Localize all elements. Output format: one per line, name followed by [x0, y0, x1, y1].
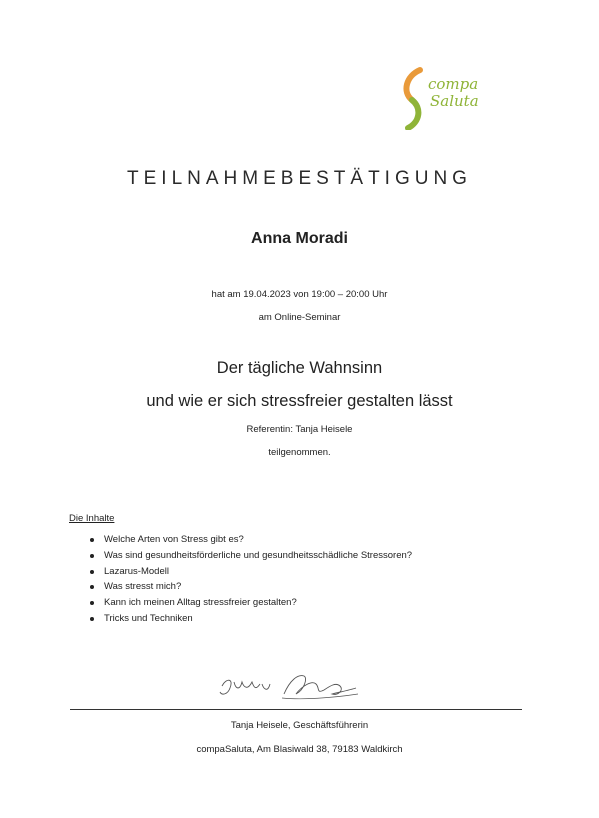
signatory: Tanja Heisele, Geschäftsführerin — [230, 720, 369, 731]
signature-line — [70, 709, 522, 710]
seminar-title-line1: Der tägliche Wahnsinn — [216, 359, 383, 377]
company-logo — [398, 66, 518, 130]
list-item: Welche Arten von Stress gibt es? — [88, 532, 412, 548]
format-line: am Online-Seminar — [258, 312, 341, 323]
participant-name: Anna Moradi — [251, 230, 348, 247]
list-item: Was sind gesundheitsförderliche und gesundheitsschädliche Stressoren? — [88, 548, 412, 564]
company-address: compaSaluta, Am Blasiwald 38, 79183 Waldkirch — [196, 744, 403, 755]
logo-line1: compa — [428, 75, 479, 93]
logo-line2: Saluta — [430, 92, 479, 110]
contents-list — [88, 532, 412, 627]
speaker-line: Referentin: Tanja Heisele — [246, 424, 353, 435]
contents-heading: Die Inhalte — [69, 513, 115, 524]
list-item: Lazarus-Modell — [88, 564, 412, 580]
certificate-title: TEILNAHMEBESTÄTIGUNG — [127, 168, 472, 189]
list-item: Was stresst mich? — [88, 579, 412, 595]
list-item: Tricks und Techniken — [88, 611, 412, 627]
date-line: hat am 19.04.2023 von 19:00 – 20:00 Uhr — [211, 289, 388, 300]
logo-swoosh-icon — [398, 66, 432, 130]
list-item: Kann ich meinen Alltag stressfreier gestalten? — [88, 595, 412, 611]
logo-wordmark — [428, 76, 479, 110]
seminar-title-line2: und wie er sich stressfreier gestalten lässt — [146, 392, 453, 410]
completion-line: teilgenommen. — [268, 447, 331, 458]
handwritten-signature — [212, 664, 362, 704]
